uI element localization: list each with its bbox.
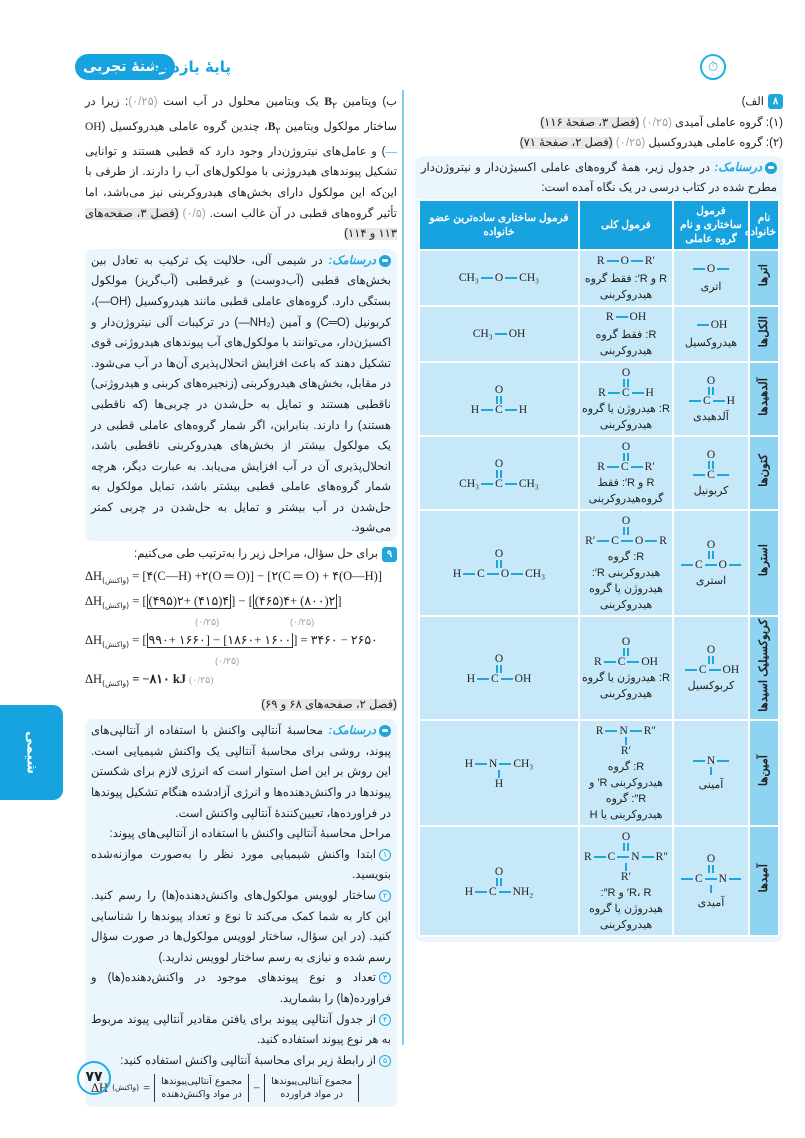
atom-label: R′ <box>644 460 655 473</box>
right-column: ۸الف) (۱): گروه عاملی آمیدی (۰/۲۵) (فصل ۳، صفحهٔ ۱۱۶) (۲): گروه عاملی هیدروکسیل (۰/۲۵) (فصل ۲، صفحهٔ ۷۱) درسنامک: در جدول زیر، همهٔ گروه‌های عاملی اکسیژن‌دار و نیتروژن‌دار مطرح شده در کتاب درسی در یک نگاه آمده است: نام خانواده فرمول ساختاری و نام گروه عاملی فرمول کلی فرمول ساختاری ساده‌ترین عضو خانواده اترها O اتری R O R′ R و R′: فقط گروه هیدروکربنی CH₃ O CH₃ الکل‌ها OH هیدروکسیل R OH R: فقط گروه هیدروکربنی CH₃ OH آلدهیدها O C H آلدهیدی O R C H R: هیدروژن یا گروه هیدروکربنی O H C H کتون‌ها O C کربونیل O R C R′ R و R′: فقط گروه‌هیدروکربنی O CH₃ C CH₃ استرها O C O استری O R′ C O R R: گروه هیدروکربنی R′: هیدروژن یا گروه هیدروکربنی O H C O CH₃ کربوکسیلیک اسیدها O C OH کربوکسیل O R C OH R: هیدروژن یا گروه هیدروکربنی O H C OH آمین‌ها N آمینی R N R″ R′ R: گروه هیدروکربنی R′ و R″: گروه هیدروکربنی یا H H N CH₃ H آمیدها O C N آمیدی O R C N R″ R′ R، R′ و R″: هیدروژن یا گروه هیدروکربنی O H C NH₂ <box>415 92 783 942</box>
atom-label <box>453 568 545 580</box>
simplest-member-structure <box>459 272 539 284</box>
bond-line <box>708 656 714 664</box>
tip-box-solubility: درسنامک: در شیمی آلی، حلالیت یک ترکیب به تعادل بین بخش‌های قطبی (آب‌دوست) و غیرقطبی (آب‌گریز) مولکول بستگی دارد. گروه‌های عاملی قطبی مانند هیدروکسیل (OH—)، کربونیل (C═O) و آمین (NH₂—) در ترکیبات آلی نیتروژن‌دار و اکسیژن‌دار، می‌توانند با مولکول‌های آب پیوندهای هیدروژنی قوی تشکیل دهند که باعث افزایش انحلال‌پذیری آن‌ها در آب می‌شود. در مقابل، بخش‌های هیدروکربنی (زنجیره‌های کربنی و هیدروژنی) ناقطبی هستند و تمایل به حل‌شدن در چربی‌ها (که ناقطبی هستند) را دارند. بنابراین، اگر شمار گروه‌های عاملی قطبی در یک مولکول بیشتر از بخش‌های هیدروکربنی ناقطبی باشد، انحلال‌پذیری آن در آب افزایش می‌یابد. به عبارت دیگر، هرچه شمار گروه‌های عاملی قطبی بیشتر باشد، تمایل مولکول به حل‌شدن در آب بیشتر و تمایل به حل‌شدن در چربی کمتر می‌شود. <box>85 249 397 541</box>
bond-line <box>631 260 643 262</box>
atom-label: R″ <box>655 850 669 863</box>
atom-label: CH₃ <box>525 567 546 580</box>
general-formula <box>598 367 654 399</box>
table-row: استرها O C O استری O R′ C O R R: گروه هیدروکربنی R′: هیدروژن یا گروه هیدروکربنی O H C O CH₃ <box>419 510 779 616</box>
atom-label: C <box>695 558 703 571</box>
bond-line <box>463 573 475 575</box>
functional-group-structure <box>679 539 743 571</box>
atom-label: C <box>698 663 707 676</box>
step: ۳تعداد و نوع پیوندهای موجود در واکنش‌دهنده(ها) و فراورده(ها) را بشمارید. <box>91 972 391 1005</box>
simplest-member-structure <box>467 653 532 685</box>
atom-label <box>679 873 743 885</box>
atom-label: H <box>466 672 475 685</box>
functional-group-structure <box>683 644 739 676</box>
atom-label: C <box>495 403 503 416</box>
speech-bubble-icon <box>379 725 391 737</box>
bond-line <box>710 885 712 893</box>
bond-line <box>729 878 741 880</box>
general-formula <box>594 636 658 668</box>
bond-line <box>631 466 643 468</box>
atom-label: C <box>611 534 619 547</box>
column-header: نام خانواده <box>749 200 779 250</box>
general-formula <box>597 255 655 267</box>
bond-line <box>685 669 697 671</box>
family-name: کتون‌ها <box>758 454 770 487</box>
reference: (فصل ۲، صفحه‌های ۶۸ و ۶۹) <box>261 698 397 711</box>
atom-label: R <box>594 655 602 668</box>
atom-label: CH₃ <box>518 477 539 490</box>
simplest-member-structure <box>465 758 534 790</box>
bond-line <box>496 470 502 478</box>
family-name: کربوکسیلیک اسیدها <box>758 618 770 712</box>
step: ۲ساختار لوویس مولکول‌های واکنش‌دهنده(ها) را رسم کنید. این کار به شما کمک می‌کند تا نوع و تعداد پیوندها را شناسایی کنید. (در این سؤال، ساختار لوویس مولکول‌ها در صورت سؤال رسم شده و نیازی به رسم ساختار لوویس ندارید.) <box>91 890 391 964</box>
bond-line <box>607 466 619 468</box>
step: ۱ابتدا واکنش شیمیایی مورد نظر را به‌صورت موازنه‌شده بنویسید. <box>91 848 391 882</box>
step: ۵از رابطهٔ زیر برای محاسبهٔ آنتالپی واکنش استفاده کنید: <box>91 1051 391 1072</box>
table-row: اترها O اتری R O R′ R و R′: فقط گروه هیدروکربنی CH₃ O CH₃ <box>419 250 779 306</box>
bond-line <box>617 856 629 858</box>
atom-label: C <box>617 655 626 668</box>
atom-label <box>584 851 668 863</box>
bond-line <box>623 527 629 535</box>
speech-bubble-icon <box>379 255 391 267</box>
atom-label: O <box>494 271 504 284</box>
functional-group-structure <box>691 449 731 481</box>
track-badge: رشتهٔ تجربی <box>75 54 175 80</box>
bond-line <box>705 564 717 566</box>
atom-label: NH₂ <box>512 885 534 898</box>
atom-label: N <box>489 757 498 770</box>
atom-label <box>598 387 654 399</box>
atom-label <box>465 758 534 770</box>
atom-label: O <box>621 366 631 379</box>
tip-box-enthalpy: درسنامک: محاسبهٔ آنتالپی واکنش با استفاده از آنتالپی‌های پیوند، روشی برای محاسبهٔ آنتالپی یک واکنش شیمیایی است. این روش بر این اصل استوار است که انرژی لازم برای شکستن پیوندها در واکنش‌دهنده‌ها و انرژی آزادشده هنگام تشکیل پیوندها در فراورده‌ها، تعیین‌کنندهٔ آنتالپی واکنش است. مراحل محاسبهٔ آنتالپی واکنش با استفاده از آنتالپی‌های پیوند: ۱ابتدا واکنش شیمیایی مورد نظر را به‌صورت موازنه‌شده بنویسید. ۲ساختار لوویس مولکول‌های واکنش‌دهنده(ها) را رسم کنید. این کار به شما کمک می‌کند تا نوع و تعداد پیوندها را شناسایی کنید. (در این سؤال، ساختار لوویس مولکول‌ها در صورت سؤال رسم شده و نیازی به رسم ساختار لوویس ندارید.) ۳تعداد و نوع پیوندهای موجود در واکنش‌دهنده(ها) و فراورده(ها) را بشمارید. ۴از جدول آنتالپی پیوند برای یافتن مقادیر آنتالپی پیوند مربوط به هر نوع پیوند استفاده کنید. ۵از رابطهٔ زیر برای محاسبهٔ آنتالپی واکنش استفاده کنید: ΔH (واکنش) = مجموع آنتالپی‌پیوندها در مواد واکنش‌دهنده − مجموع آنتالپی‌پیوندها در مواد فراورده <box>85 719 397 1107</box>
atom-label: OH <box>641 655 658 668</box>
left-column <box>85 92 397 1107</box>
atom-label: R′ <box>585 534 596 547</box>
atom-label: N <box>718 872 727 885</box>
atom-label: O <box>621 635 631 648</box>
table-row: الکل‌ها OH هیدروکسیل R OH R: فقط گروه هیدروکربنی CH₃ OH <box>419 306 779 362</box>
speech-bubble-icon <box>765 162 777 174</box>
atom-label: H <box>518 403 528 416</box>
functional-group-structure <box>691 263 731 275</box>
bond-line <box>708 461 714 469</box>
answer-part-b: ب) ویتامین $B_۲$ یک ویتامین محلول در آب است (۰/۲۵): زیرا در ساختار مولکول ویتامین $B_۲،$ چندین گروه عاملی هیدروکسیل (OH—) و عامل‌های نیتروژن‌دار وجود دارد که قطبی هستند و توانایی تشکیل پیوندهای هیدروژنی با مولکول‌های آب را دارند. از طرفی با این‌که این مولکول دارای بخش‌های هیدروکربنی نیز می‌باشد، اما تأثیر گروه‌های قطبی در آن غالب است. (۰/۵) (فصل ۳، صفحه‌های ۱۱۳ و ۱۱۴) <box>85 96 397 241</box>
atom-label: C <box>607 850 616 863</box>
atom-label: R <box>605 310 614 323</box>
atom-label: O <box>634 534 644 547</box>
bond-line <box>717 268 729 270</box>
atom-label: O <box>494 547 504 560</box>
bond-line <box>499 763 511 765</box>
bond-line <box>693 760 705 762</box>
reference: (فصل ۳، صفحه‌های ۱۱۳ و ۱۱۴) <box>85 207 397 241</box>
atom-label: OH <box>629 310 647 323</box>
bond-line <box>495 333 507 335</box>
atom-label: O <box>494 865 504 878</box>
functional-group-structure <box>679 853 743 893</box>
score: (۰/۲۵) <box>290 616 315 628</box>
general-formula <box>596 725 656 757</box>
atom-label: O <box>621 830 631 843</box>
bond-line <box>481 409 493 411</box>
bond-line <box>630 730 642 732</box>
bond-line <box>623 648 629 656</box>
atom-label: C <box>695 872 703 885</box>
atom-label: O <box>621 440 631 453</box>
atom-label: C <box>703 394 711 407</box>
bond-line <box>475 763 487 765</box>
atom-label <box>596 725 656 737</box>
atom-label: C <box>495 477 503 490</box>
atom-label: CH₃ <box>513 757 534 770</box>
atom-label: O <box>706 448 716 461</box>
family-name: الکل‌ها <box>758 315 770 348</box>
column-header: فرمول ساختاری ساده‌ترین عضو خانواده <box>419 200 579 250</box>
bond-line <box>496 396 502 404</box>
bond-line <box>621 540 633 542</box>
bond-line <box>597 540 609 542</box>
answer-item-2: (۲): گروه عاملی هیدروکسیل (۰/۲۵) (فصل ۲، صفحهٔ ۷۱) <box>519 137 783 150</box>
bond-line <box>697 324 709 326</box>
simplest-member-structure <box>471 384 527 416</box>
functional-group-structure <box>687 375 735 407</box>
bond-line <box>627 661 639 663</box>
atom-label: H <box>470 403 480 416</box>
equation-4: $\Delta H_{(واکنش)}$ = −۸۱۰ kJ (۰/۲۵) <box>85 671 214 688</box>
atom-label: O <box>706 262 716 275</box>
atom-label: R′ <box>644 254 656 267</box>
bond-line <box>645 540 657 542</box>
functional-groups-table <box>418 199 780 937</box>
general-formula <box>585 515 667 547</box>
atom-label: H <box>452 567 462 580</box>
atom-label: R″ <box>643 724 657 737</box>
bond-line <box>477 678 489 680</box>
bond-line <box>608 392 620 394</box>
table-row: آمین‌ها N آمینی R N R″ R′ R: گروه هیدروکربنی R′ و R″: گروه هیدروکربنی یا H H N CH₃ H <box>419 720 779 826</box>
atom-label: R <box>596 254 605 267</box>
column-header: فرمول کلی <box>579 200 673 250</box>
atom-label: OH <box>508 327 526 340</box>
question-9: ۹برای حل سؤال، مراحل زیر را به‌ترتیب طی می‌کنیم: $\Delta H_{(واکنش)}$ = [۴(C—H) +۲(O ═ O)] − [۲(C ═ O) + ۴(O—H)] $\Delta H_{(واکنش)}$ = [ ۴(۴۱۵) +۲(۴۹۵) ] − [ ۲(۸۰۰) +۴(۴۶۵) ] (۰/۲۵) (۰/۲۵) $\Delta H_{(واکنش)}$ = [ ۱۶۶۰ +۹۹۰] − [۱۶۰۰ +۱۸۶۰ ] = ۲۶۵۰ − ۳۴۶۰ (۰/۲۵) $\Delta H_{(واکنش)}$ = −۸۱۰ kJ (۰/۲۵) (فصل ۲، صفحه‌های ۶۸ و ۶۹) <box>85 548 397 711</box>
step: ۴از جدول آنتالپی پیوند برای یافتن مقادیر آنتالپی پیوند مربوط به هر نوع پیوند استفاده کنید. <box>91 1013 391 1047</box>
atom-label: CH₃ <box>458 271 479 284</box>
atom-label: C <box>489 885 497 898</box>
simplest-member-structure <box>453 548 545 580</box>
simplest-member-structure <box>465 866 534 898</box>
atom-label: O <box>718 558 727 571</box>
score: (۰/۲۵) <box>195 616 220 628</box>
atom-label <box>594 656 658 668</box>
table-row: آمیدها O C N آمیدی O R C N R″ R′ R، R′ و R″: هیدروژن یا گروه هیدروکربنی O H C NH₂ <box>419 826 779 936</box>
bond-line <box>616 316 628 318</box>
table-row: کربوکسیلیک اسیدها O C OH کربوکسیل O R C OH R: هیدروژن یا گروه هیدروکربنی O H C OH <box>419 616 779 720</box>
atom-label: R <box>659 534 667 547</box>
bond-line <box>496 665 502 673</box>
bond-line <box>505 409 517 411</box>
tip-box-functional-groups: درسنامک: در جدول زیر، همهٔ گروه‌های عاملی اکسیژن‌دار و نیتروژن‌دار مطرح شده در کتاب درسی در یک نگاه آمده است: <box>415 156 783 199</box>
bond-line <box>505 483 517 485</box>
bond-line <box>708 551 714 559</box>
atom-label: R′ <box>620 744 632 757</box>
score: (۰/۲۵) <box>189 675 214 686</box>
atom-label: C <box>491 672 499 685</box>
grade-title: پایهٔ یازدهم <box>150 58 231 76</box>
atom-label: N <box>706 754 716 767</box>
column-header: فرمول ساختاری و نام گروه عاملی <box>673 200 749 250</box>
atom-label: H <box>494 777 504 790</box>
bond-line <box>708 387 714 395</box>
column-divider <box>402 90 404 1045</box>
atom-label: O <box>706 374 716 387</box>
atom-label: O <box>620 254 629 267</box>
score: (۰/۵) <box>182 207 206 220</box>
atom-label <box>679 559 743 571</box>
atom-label: O <box>706 538 716 551</box>
bond-line <box>709 669 721 671</box>
atom-label: O <box>706 643 716 656</box>
equation-1: $\Delta H_{(واکنش)}$ = [۴(C—H) +۲(O ═ O)] − [۲(C ═ O) + ۴(O—H)] <box>85 568 383 585</box>
bond-line <box>594 856 606 858</box>
atom-label: R <box>583 850 592 863</box>
atom-label: H <box>645 386 654 399</box>
subject-side-tab[interactable]: شیمی <box>0 705 63 800</box>
general-formula <box>584 831 668 883</box>
bond-line <box>625 737 627 745</box>
atom-label <box>585 535 667 547</box>
table-row: کتون‌ها O C کربونیل O R C R′ R و R′: فقط گروه‌هیدروکربنی O CH₃ C CH₃ <box>419 436 779 510</box>
atom-label: C <box>620 460 629 473</box>
equation-3: $\Delta H_{(واکنش)}$ = [ ۱۶۶۰ +۹۹۰] − [۱۶۰۰ +۱۸۶۰ ] = ۲۶۵۰ − ۳۴۶۰ <box>85 632 378 649</box>
bond-line <box>481 483 493 485</box>
score: (۰/۲۵) <box>215 655 240 667</box>
bond-line <box>604 661 616 663</box>
bond-line <box>605 730 617 732</box>
atom-label: H <box>726 394 735 407</box>
functional-group-structure <box>691 755 731 775</box>
bond-line <box>689 400 701 402</box>
bond-line <box>623 379 629 387</box>
bond-line <box>481 277 493 279</box>
bond-line <box>496 878 502 886</box>
atom-label: N <box>619 724 628 737</box>
equation-2: $\Delta H_{(واکنش)}$ = [ ۴(۴۱۵) +۲(۴۹۵) ] − [ ۲(۸۰۰) +۴(۴۶۵) ] <box>85 593 342 610</box>
simplest-member-structure <box>459 458 539 490</box>
atom-label: CH₃ <box>519 271 540 284</box>
bond-line <box>642 856 654 858</box>
bond-line <box>708 865 714 873</box>
answer-item-1: (۱): گروه عاملی آمیدی (۰/۲۵) (فصل ۳، صفحهٔ ۱۱۶) <box>540 116 783 129</box>
bond-line <box>505 277 517 279</box>
bond-line <box>607 260 619 262</box>
bond-line <box>498 770 500 778</box>
atom-label: O <box>494 652 504 665</box>
atom-label <box>465 886 534 898</box>
atom-label <box>691 469 731 481</box>
atom-label <box>687 395 735 407</box>
bond-line <box>705 878 717 880</box>
atom-label: H <box>464 757 473 770</box>
bond-line <box>632 392 644 394</box>
family-name: استرها <box>758 544 770 577</box>
atom-label: OH <box>722 663 740 676</box>
bond-line <box>729 564 741 566</box>
atom-label: N <box>631 850 640 863</box>
atom-label: R <box>598 386 606 399</box>
bond-line <box>717 474 729 476</box>
bond-line <box>693 474 705 476</box>
atom-label <box>459 478 539 490</box>
family-name: آمیدها <box>758 864 770 893</box>
enthalpy-formula: ΔH (واکنش) = مجموع آنتالپی‌پیوندها در مواد واکنش‌دهنده − مجموع آنتالپی‌پیوندها در مواد فراورده <box>91 1074 391 1102</box>
general-formula <box>597 441 655 473</box>
bond-line <box>487 573 499 575</box>
bond-line <box>501 678 513 680</box>
atom-label: O <box>621 514 631 527</box>
score: (۰/۲۵) <box>128 96 158 108</box>
atom-label <box>471 404 527 416</box>
atom-label: O <box>494 383 504 396</box>
bond-line <box>623 843 629 851</box>
atom-label: O <box>494 457 504 470</box>
atom-label: R <box>595 724 604 737</box>
page-number: ۷۷ <box>77 1061 111 1095</box>
general-formula <box>606 311 646 323</box>
atom-label <box>683 664 739 676</box>
question-number: ۹ <box>382 547 397 562</box>
functional-group-structure <box>695 319 728 331</box>
bond-line <box>710 767 712 775</box>
atom-label <box>467 673 532 685</box>
atom-label: R′ <box>620 870 632 883</box>
bond-line <box>625 863 627 871</box>
atom-label: OH <box>514 672 532 685</box>
atom-label: C <box>621 386 630 399</box>
simplest-member-structure <box>473 328 526 340</box>
bond-line <box>681 564 693 566</box>
atom-label: CH₃ <box>472 327 493 340</box>
stopwatch-icon: ⏱ <box>700 54 726 80</box>
bond-line <box>693 268 705 270</box>
atom-label: R <box>597 460 605 473</box>
question-number: ۸ <box>768 94 783 109</box>
bond-line <box>717 760 729 762</box>
atom-label <box>597 461 655 473</box>
atom-label: O <box>706 852 716 865</box>
bond-line <box>511 573 523 575</box>
bond-line <box>499 891 511 893</box>
atom-label: C <box>707 468 715 481</box>
atom-label: O <box>500 567 510 580</box>
atom-label: OH <box>710 318 728 331</box>
bond-line <box>475 891 487 893</box>
atom-label: CH₃ <box>459 477 480 490</box>
bond-line <box>623 453 629 461</box>
table-row: آلدهیدها O C H آلدهیدی O R C H R: هیدروژن یا گروه هیدروکربنی O H C H <box>419 362 779 436</box>
atom-label: C <box>477 567 485 580</box>
bond-line <box>681 878 693 880</box>
family-name: آلدهیدها <box>758 377 770 416</box>
family-name: اترها <box>758 264 770 287</box>
atom-label: H <box>464 885 473 898</box>
bond-line <box>713 400 725 402</box>
family-name: آمین‌ها <box>758 754 770 786</box>
bond-line <box>496 560 502 568</box>
atom-label <box>691 755 731 767</box>
